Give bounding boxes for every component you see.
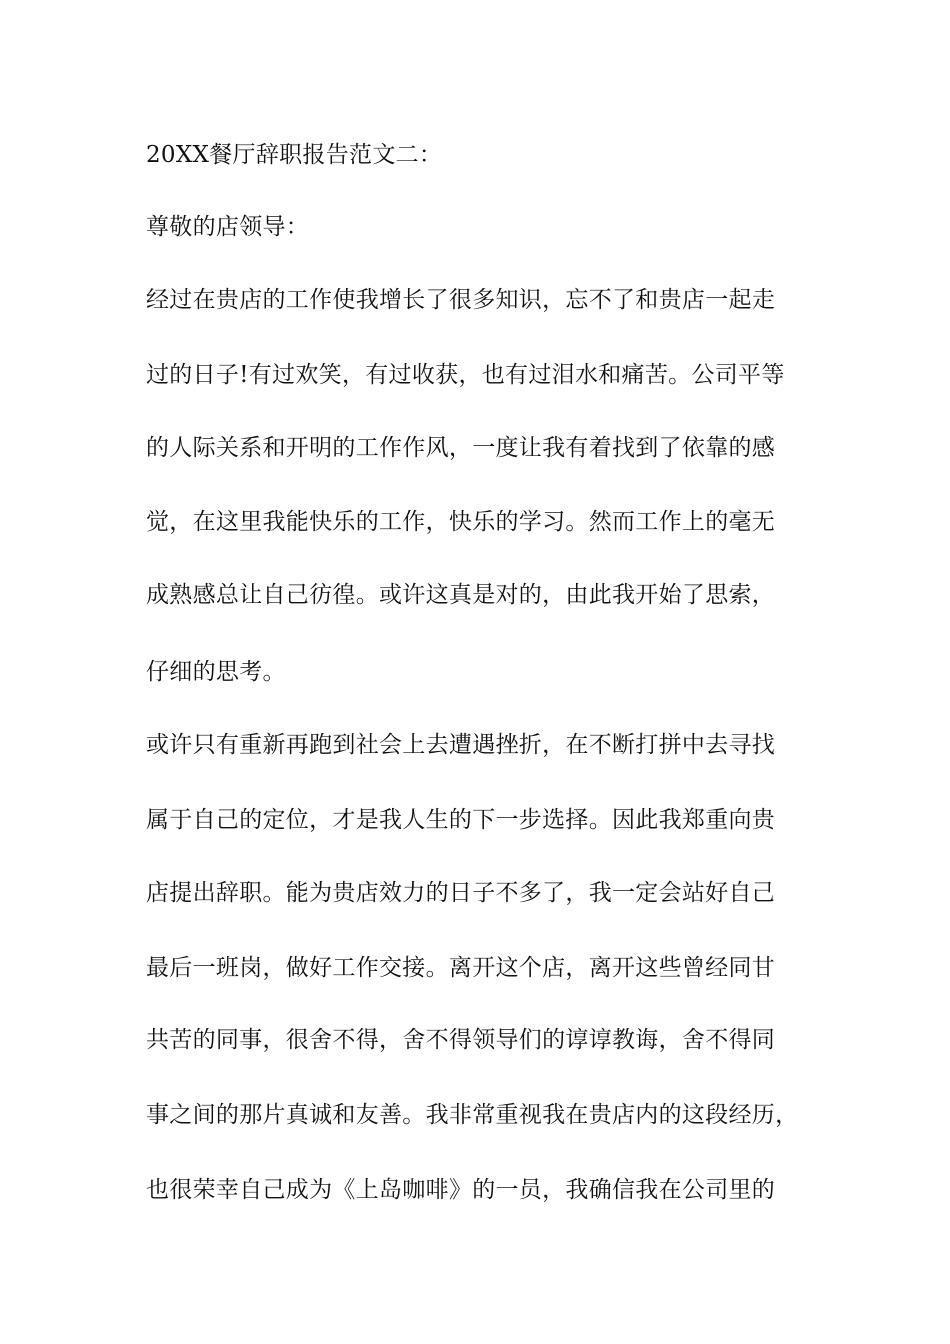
- body-line-8: 属于自己的定位，才是我人生的下一步选择。因此我郑重向贵: [146, 807, 776, 833]
- body-line-7: 或许只有重新再跑到社会上去遭遇挫折，在不断打拼中去寻找: [146, 732, 776, 758]
- body-line-13: 也很荣幸自己成为《上岛咖啡》的一员，我确信我在公司里的: [146, 1177, 776, 1203]
- body-line-5: 成熟感总让自己彷徨。或许这真是对的，由此我开始了思索，: [146, 582, 776, 608]
- body-line-11: 共苦的同事，很舍不得，舍不得领导们的谆谆教诲，舍不得同: [146, 1027, 776, 1053]
- salutation: 尊敬的店领导：: [146, 214, 310, 240]
- body-line-10: 最后一班岗，做好工作交接。离开这个店，离开这些曾经同甘: [146, 955, 776, 981]
- body-line-3: 的人际关系和开明的工作作风，一度让我有着找到了依靠的感: [146, 435, 776, 461]
- body-line-4: 觉，在这里我能快乐的工作，快乐的学习。然而工作上的毫无: [146, 509, 776, 535]
- body-line-12: 事之间的那片真诚和友善。我非常重视我在贵店内的这段经历，: [146, 1102, 799, 1128]
- body-line-2: 过的日子!有过欢笑，有过收获，也有过泪水和痛苦。公司平等: [146, 362, 785, 388]
- body-line-1: 经过在贵店的工作使我增长了很多知识，忘不了和贵店一起走: [146, 287, 776, 313]
- document-title: 20XX餐厅辞职报告范文二：: [146, 142, 443, 168]
- body-line-9: 店提出辞职。能为贵店效力的日子不多了，我一定会站好自己: [146, 880, 776, 906]
- body-line-6: 仔细的思考。: [146, 659, 286, 685]
